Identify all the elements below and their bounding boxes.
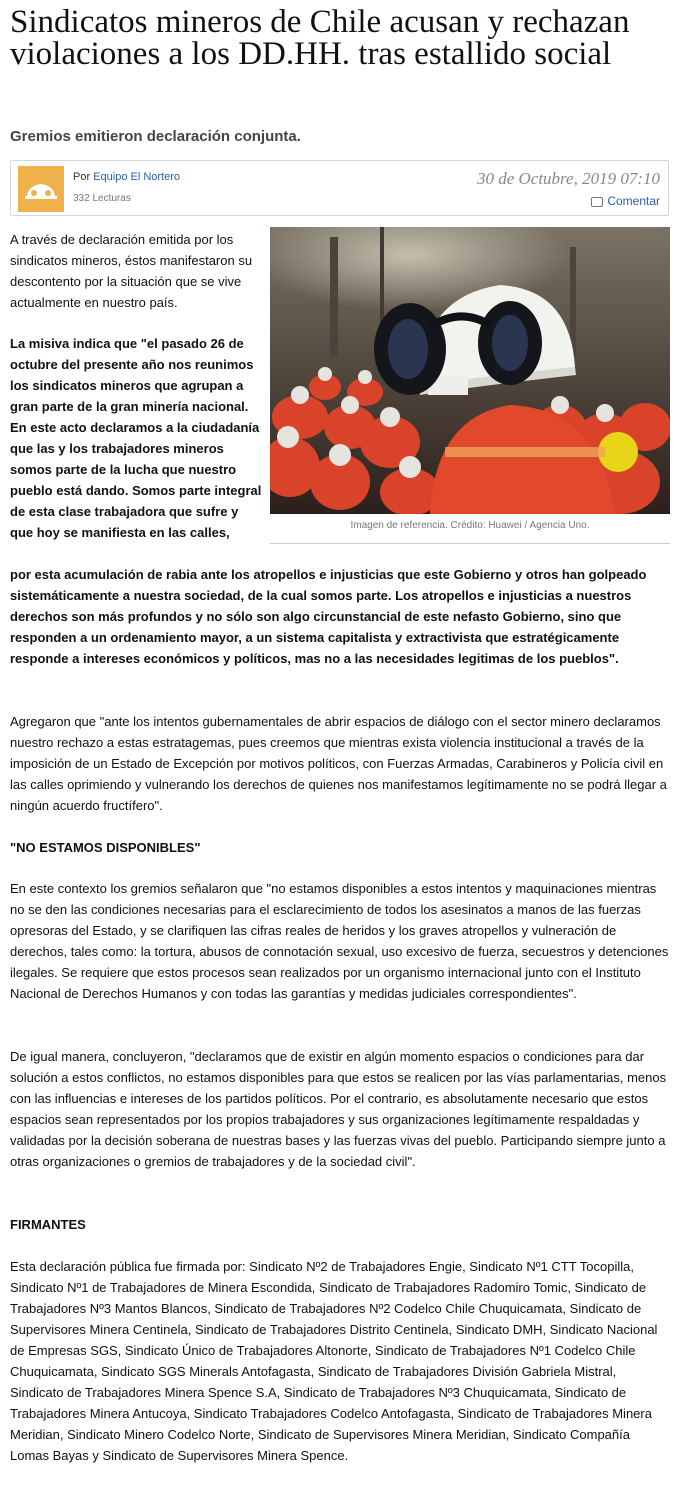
paragraph-agregaron: Agregaron que "ante los intentos gubernamentales de abrir espacios de diálogo con el sector minero declaramos nuestro rechazo a estas estratagemas, pues creemos que mientras exista violencia institucional a través de la imposición de un Estado de Excepción por motivos políticos, con Fuerzas Armadas, Carabineros y Policía civil en las calles oprimiendo y vulnerando los derechos de quienes nos manifestamos legítimamente no se podrá llegar a ningún acuerdo fructífero". [10, 714, 667, 813]
miners-photo-illustration [270, 227, 670, 514]
paragraph-concluyeron: De igual manera, concluyeron, "declaramos que de existir en algún momento espacios o condiciones para dar solución a estos conflictos, no estamos disponibles para que estos se realicen por las vías parlamentarias, menos con las influencias e intereses de los partidos políticos. Por el contrario, es absolutamente necesario que estos espacios sean representados por los propios trabajadores y sus organizaciones legítimamente respaldadas y validadas por la decisión soberana de nuestras bases y las fuerzas vivas del pueblo. Participando siempre junto a otras organizaciones o gremios de trabajadores y de la sociedad civil". [10, 1049, 667, 1169]
section-heading-firmantes: FIRMANTES [10, 1217, 86, 1232]
byline-author-line [73, 171, 180, 183]
paragraph-quote-column: La misiva indica que "el pasado 26 de octubre del presente año nos reunimos los sindicatos mineros que agrupan a gran parte de la gran minería nacional. En este acto declaramos a la ciudadanía que las y los trabajadores mineros somos parte de la lucha que nuestro pueblo está dando. Somos parte integral de esta clase trabajadora que sufre y que hoy se manifiesta en las calles, [10, 336, 262, 540]
paragraph-firmantes: Esta declaración pública fue firmada por: Sindicato Nº2 de Trabajadores Engie, Sindicato Nº1 CTT Tocopilla, Sindicato Nº1 de Trabajadores de Minera Escondida, Sindicato de Trabajadores Radomiro Tomic, Sindicato de Trabajadores Nº3 Mantos Blancos, Sindicato de Trabajadores Nº2 Codelco Chile Chuquicamata, Sindicato de Supervisores Minera Centinela, Sindicato de Trabajadores Distrito Centinela, Sindicato DMH, Sindicato Nacional de Empresas SGS, Sindicato Único de Trabajadores Altonorte, Sindicato de Trabajadores Nº1 Codelco Chile Chuquicamata, Sindicato SGS Minerals Antofagasta, Sindicato de Trabajadores División Gabriela Mistral, Sindicato de Trabajadores Minera Spence S.A, Sindicato de Trabajadores Nº3 Chuquicamata, Sindicato de Trabajadores Minera Antucoya, Sindicato Trabajadores Codelco Antofagasta, Sindicato de Trabajadores Minera Meridian, Sindicato Minero Codelco Norte, Sindicato de Supervisores Minera Meridian, Sindicato Compañía Lomas Bayas y Sindicato de Supervisores Minera Spence. [10, 1259, 658, 1463]
by-prefix: Por [73, 171, 91, 183]
article-subtitle: Gremios emitieron declaración conjunta. [10, 128, 301, 145]
photo-caption: Imagen de referencia. Crédito: Huawei / Agencia Uno. [350, 520, 590, 531]
paragraph-contexto: En este contexto los gremios señalaron que "no estamos disponibles a estos intentos y maquinaciones mientras no se den las condiciones necesarias para el esclarecimiento de todos los asesinatos a manos de las fuerzas opresoras del Estado, y se clarifiquen las cifras reales de heridos y los graves atropellos y vulneración de derechos, tales como: la tortura, abusos de connotación sexual, uso excesivo de fuerza, secuestros y detenciones ilegales. Se requiere que estos procesos sean realizados por un organismo internacional junto con el Instituto Nacional de Derechos Humanos y con todas las garantías y medidas judiciales correspondientes". [10, 881, 669, 1001]
read-count: 332 Lecturas [73, 193, 131, 204]
article-figure [270, 227, 670, 545]
logo-icon [18, 166, 64, 212]
paragraph-quote-continued: por esta acumulación de rabia ante los atropellos e injusticias que este Gobierno y otros han golpeado sistemáticamente a nuestra sociedad, de la cual somos parte. Los atropellos e injusticias a nuestros derechos son más profundos y no sólo son algo circunstancial de este nefasto Gobierno, sino que responden a un ordenamiento mayor, a un sistema capitalista y extractivista que estratégicamente responde a intereses económicos y políticos, mas no a las necesidades legitimas de los pueblos". [10, 567, 647, 666]
author-avatar[interactable] [18, 166, 64, 212]
caption-divider [270, 543, 670, 544]
section-heading-no-disponibles: "NO ESTAMOS DISPONIBLES" [10, 840, 201, 855]
comment-label: Comentar [607, 194, 660, 208]
article-photo[interactable] [270, 227, 670, 514]
comment-button[interactable] [591, 194, 660, 208]
author-link[interactable]: Equipo El Nortero [93, 171, 181, 183]
article-title: Sindicatos mineros de Chile acusan y rechazan violaciones a los DD.HH. tras estallido social [10, 4, 630, 72]
paragraph-intro: A través de declaración emitida por los sindicatos mineros, éstos manifestaron su descontento por la situación que se vive actualmente en nuestro país. [10, 232, 253, 310]
publish-date: 30 de Octubre, 2019 07:10 [476, 169, 660, 188]
byline-box [10, 160, 669, 216]
comment-icon [591, 197, 603, 207]
